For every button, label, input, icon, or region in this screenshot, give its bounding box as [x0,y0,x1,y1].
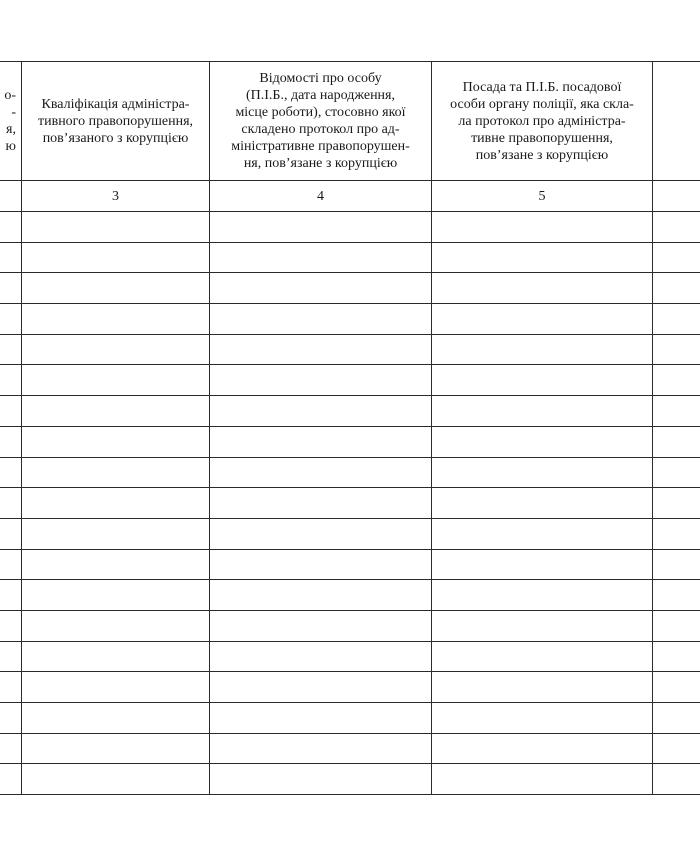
table-cell [653,242,700,273]
table-cell [0,212,22,243]
column-header-6 [653,62,700,181]
table-row [0,733,700,764]
table-cell [0,273,22,304]
table-cell [653,764,700,795]
table-cell [210,365,432,396]
column-header-5-text: Посада та П.І.Б. посадової особи органу поліції, яка скла- ла протокол про адміністра- тивне правопорушення, пов’язане з корупцією [450,79,634,163]
table-row [0,212,700,243]
table-cell [653,396,700,427]
column-number-row [0,181,700,212]
table-cell [0,610,22,641]
table-cell [22,733,210,764]
table-cell [432,703,653,734]
corruption-offense-register-table [0,61,700,795]
table-cell [432,610,653,641]
table-cell [0,672,22,703]
column-header-5 [432,62,653,181]
table-cell [22,764,210,795]
table-cell [0,334,22,365]
table-cell [432,426,653,457]
table-cell [653,488,700,519]
register-entries [0,212,700,795]
table-cell [653,641,700,672]
table-row [0,365,700,396]
table-cell [653,733,700,764]
table-row [0,703,700,734]
table-cell [210,764,432,795]
column-header-4 [210,62,432,181]
table-cell [653,212,700,243]
table-cell [432,518,653,549]
header-row [0,62,700,181]
table-cell [0,733,22,764]
table-cell [22,273,210,304]
table-cell [432,733,653,764]
table-cell [22,641,210,672]
table-cell [432,396,653,427]
table-cell [653,518,700,549]
table-cell [653,304,700,335]
table-cell [210,488,432,519]
table-row [0,672,700,703]
table-cell [22,396,210,427]
table-cell [653,457,700,488]
table-cell [432,457,653,488]
table-cell [0,703,22,734]
table-cell [22,457,210,488]
table-row [0,457,700,488]
table-cell [432,304,653,335]
table-cell [210,304,432,335]
column-header-2 [0,62,22,181]
table-cell [22,610,210,641]
table-cell [0,304,22,335]
table-cell [0,396,22,427]
table-cell [653,610,700,641]
table-cell [210,457,432,488]
table-cell [432,764,653,795]
table-cell [22,212,210,243]
table-row [0,426,700,457]
table-cell [22,334,210,365]
table-row [0,641,700,672]
table-cell [210,672,432,703]
table-cell [432,334,653,365]
table-cell [210,273,432,304]
table-cell [432,242,653,273]
table-cell [432,672,653,703]
table-row [0,518,700,549]
table-row [0,242,700,273]
table-cell [22,365,210,396]
table-cell [210,334,432,365]
table-cell [653,549,700,580]
table-cell [653,273,700,304]
column-header-3 [22,62,210,181]
table-cell [210,733,432,764]
table-cell [0,518,22,549]
table-cell [210,242,432,273]
table-cell [0,488,22,519]
table-cell [210,580,432,611]
table-cell [22,549,210,580]
table-cell [0,580,22,611]
table-cell [210,641,432,672]
table-cell [432,212,653,243]
table-cell [210,610,432,641]
table-cell [210,518,432,549]
table-cell [22,518,210,549]
table-cell [432,488,653,519]
column-number-2 [0,181,22,212]
column-header-3-text: Кваліфікація адміністра- тивного правопорушення, пов’язаного з корупцією [37,96,194,146]
column-number-3: 3 [22,181,210,212]
table-cell [0,365,22,396]
table-cell [22,703,210,734]
column-header-2-text: о- - я, ю [4,88,16,154]
table-cell [432,549,653,580]
column-number-5: 5 [432,181,653,212]
table-cell [653,365,700,396]
table-cell [653,426,700,457]
table-row [0,610,700,641]
table-cell [653,334,700,365]
table-cell [210,549,432,580]
table-row [0,488,700,519]
table-cell [0,426,22,457]
table-cell [210,396,432,427]
column-header-4-text: Відомості про особу (П.І.Б., дата народження, місце роботи), стосовно якої складено протокол про ад- міністративне правопорушен- ня, пов’язане з корупцією [231,71,410,171]
table-row [0,396,700,427]
table-cell [22,580,210,611]
table-row [0,764,700,795]
table-cell [22,672,210,703]
table-row [0,273,700,304]
table-cell [22,488,210,519]
table-cell [432,365,653,396]
table-cell [22,426,210,457]
table-cell [210,212,432,243]
table-row [0,580,700,611]
table-row [0,304,700,335]
table-cell [0,549,22,580]
table-row [0,549,700,580]
table-cell [653,672,700,703]
table-cell [0,641,22,672]
table-row [0,334,700,365]
column-number-4: 4 [210,181,432,212]
table-cell [22,304,210,335]
table-cell [22,242,210,273]
table-cell [432,641,653,672]
table-cell [653,580,700,611]
table-cell [653,703,700,734]
table-cell [0,764,22,795]
table-cell [432,273,653,304]
table-cell [0,242,22,273]
table-cell [432,580,653,611]
column-number-6 [653,181,700,212]
table-cell [210,703,432,734]
table-cell [210,426,432,457]
table-cell [0,457,22,488]
